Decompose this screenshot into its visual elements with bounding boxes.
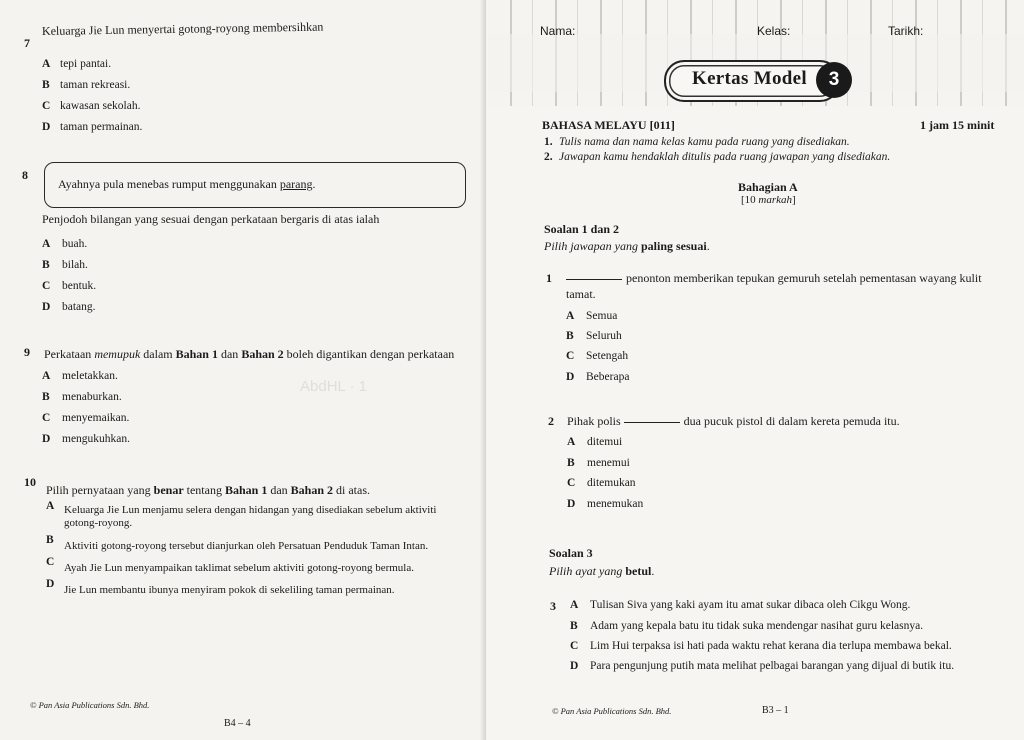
q10-option-b-letter: B — [46, 534, 54, 546]
instruction-2: Jawapan kamu hendaklah ditulis pada ruang jawapan yang disediakan. — [559, 151, 891, 163]
paper-number-badge: 3 — [816, 62, 852, 98]
soalan-1-2-heading: Soalan 1 dan 2 — [544, 222, 620, 236]
q9-option-c: menyemaikan. — [62, 412, 130, 424]
q3-option-a-letter: A — [570, 599, 579, 611]
instruction-1-number: 1. — [544, 136, 553, 148]
q3-option-a: Tulisan Siva yang kaki ayam itu amat sukar dibaca oleh Cikgu Wong. — [590, 599, 911, 611]
q1-question-line2: tamat. — [566, 287, 596, 301]
q8-option-a-letter: A — [42, 238, 51, 250]
q8-box-sentence: Ayahnya pula menebas rumput menggunakan parang. — [58, 177, 316, 191]
q10-option-d: Jie Lun membantu ibunya menyiram pokok di sekeliling taman permainan. — [64, 584, 395, 596]
left-footer-page-number: B4 – 4 — [224, 718, 251, 729]
q7-number: 7 — [24, 36, 30, 50]
paper-title: Kertas Model — [692, 68, 807, 89]
q3-option-d: Para pengunjung putih mata melihat pelbagai barangan yang dijual di butik itu. — [590, 660, 955, 672]
q8-number: 8 — [22, 168, 28, 182]
q7-option-b-letter: B — [42, 79, 50, 91]
kelas-label: Kelas: — [757, 24, 791, 38]
q7-option-c-letter: C — [42, 100, 51, 112]
q1-option-c-letter: C — [566, 350, 575, 362]
q1-option-a: Semua — [586, 310, 618, 322]
q3-option-d-letter: D — [570, 660, 579, 672]
q8-option-d: batang. — [62, 301, 96, 313]
q7-option-c: kawasan sekolah. — [60, 100, 141, 112]
q2-option-c: ditemukan — [587, 477, 636, 489]
q2-option-a: ditemui — [587, 436, 623, 448]
q9-option-a: meletakkan. — [62, 370, 118, 382]
q10-option-d-letter: D — [46, 578, 55, 590]
q1-question: penonton memberikan tepukan gemuruh setelah pementasan wayang kulit — [566, 271, 982, 286]
q2-number: 2 — [548, 414, 554, 428]
section-marks: [10 markah] — [741, 194, 796, 206]
q8-option-b-letter: B — [42, 259, 50, 271]
q1-option-b-letter: B — [566, 330, 574, 342]
q8-underlined-word: parang — [279, 177, 313, 191]
q9-number: 9 — [24, 345, 30, 359]
q10-number: 10 — [24, 475, 36, 489]
left-footer-publisher: © Pan Asia Publications Sdn. Bhd. — [30, 700, 150, 710]
q2-question: Pihak polis dua pucuk pistol di dalam kereta pemuda itu. — [567, 414, 900, 428]
exam-duration: 1 jam 15 minit — [920, 118, 995, 132]
soalan-3-heading: Soalan 3 — [549, 546, 593, 560]
soalan-3-instruction: Pilih ayat yang betul. — [549, 564, 655, 578]
q10-option-a-letter: A — [46, 500, 55, 512]
q10-option-a: Keluarga Jie Lun menjamu selera dengan hidangan yang disediakan sebelum aktiviti — [64, 504, 437, 516]
q8-question: Penjodoh bilangan yang sesuai dengan perkataan bergaris di atas ialah — [42, 212, 380, 226]
q10-option-c-letter: C — [46, 556, 55, 568]
q3-option-b-letter: B — [570, 620, 578, 632]
q10-question: Pilih pernyataan yang benar tentang Bahan 1 dan Bahan 2 di atas. — [46, 483, 371, 497]
right-footer-page-number: B3 – 1 — [762, 705, 789, 716]
q8-option-a: buah. — [62, 238, 88, 250]
q2-option-d: menemukan — [587, 498, 644, 510]
q3-option-c: Lim Hui terpaksa isi hati pada waktu rehat kerana dia terlupa membawa bekal. — [590, 640, 952, 652]
instruction-2-number: 2. — [544, 151, 553, 163]
q2-option-c-letter: C — [567, 477, 576, 489]
q9-option-a-letter: A — [42, 370, 51, 382]
q8-option-c: bentuk. — [62, 280, 97, 292]
q2-option-a-letter: A — [567, 436, 576, 448]
q7-option-a-letter: A — [42, 58, 51, 70]
bleed-through-text: AbdHL · 1 — [300, 378, 367, 395]
q9-option-b: menaburkan. — [62, 391, 122, 403]
q2-answer-blank — [624, 421, 680, 423]
q9-option-c-letter: C — [42, 412, 51, 424]
q1-option-b: Seluruh — [586, 330, 622, 342]
q8-option-b: bilah. — [62, 259, 88, 271]
right-footer-publisher: © Pan Asia Publications Sdn. Bhd. — [552, 706, 672, 716]
paper-title-pill — [664, 60, 840, 102]
q1-option-d-letter: D — [566, 371, 575, 383]
q1-number: 1 — [546, 271, 552, 285]
q7-question: Keluarga Jie Lun menyertai gotong-royong membersihkan — [41, 19, 324, 38]
q7-option-d-letter: D — [42, 121, 51, 133]
q10-option-b: Aktiviti gotong-royong tersebut dianjurkan oleh Persatuan Penduduk Taman Intan. — [64, 540, 429, 552]
q2-option-b: menemui — [587, 457, 630, 469]
q10-option-a-line2: gotong-royong. — [64, 517, 133, 529]
q10-option-c: Ayah Jie Lun menyampaikan taklimat sebelum aktiviti gotong-royong bermula. — [64, 562, 414, 574]
q2-option-b-letter: B — [567, 457, 575, 469]
q8-option-d-letter: D — [42, 301, 51, 313]
q3-number: 3 — [550, 599, 556, 613]
tarikh-label: Tarikh: — [888, 24, 924, 38]
section-title: Bahagian A — [738, 180, 798, 194]
q1-option-a-letter: A — [566, 310, 575, 322]
q3-option-b: Adam yang kepala batu itu tidak suka mendengar nasihat guru kelasnya. — [590, 620, 924, 632]
q9-option-b-letter: B — [42, 391, 50, 403]
q9-option-d-letter: D — [42, 433, 51, 445]
q1-answer-blank — [566, 278, 622, 280]
q1-option-d: Beberapa — [586, 371, 630, 383]
q8-option-c-letter: C — [42, 280, 51, 292]
q9-option-d: mengukuhkan. — [62, 433, 131, 445]
q7-option-d: taman permainan. — [60, 121, 143, 133]
q7-option-b: taman rekreasi. — [60, 79, 131, 91]
instruction-1: Tulis nama dan nama kelas kamu pada ruang yang disediakan. — [559, 136, 850, 148]
q9-question: Perkataan memupuk dalam Bahan 1 dan Bahan 2 boleh digantikan dengan perkataan — [44, 347, 455, 361]
subject-code: BAHASA MELAYU [011] — [542, 118, 675, 132]
q3-option-c-letter: C — [570, 640, 579, 652]
q7-option-a: tepi pantai. — [60, 58, 112, 70]
q1-option-c: Setengah — [586, 350, 629, 362]
q2-option-d-letter: D — [567, 498, 576, 510]
soalan-1-2-instruction: Pilih jawapan yang paling sesuai. — [544, 239, 710, 253]
nama-label: Nama: — [540, 24, 576, 38]
